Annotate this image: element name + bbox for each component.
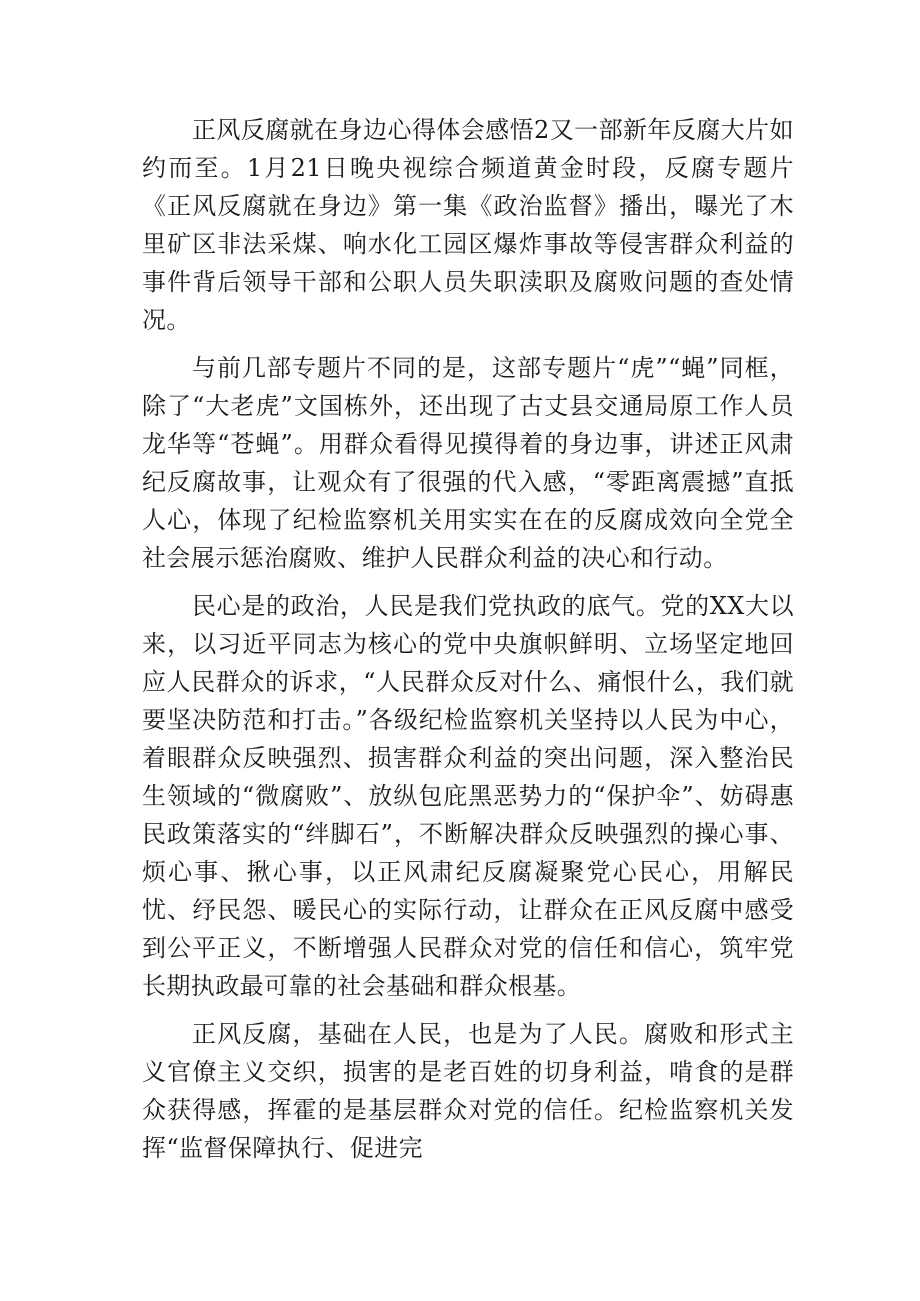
paragraph-4: 正风反腐，基础在人民，也是为了人民。腐败和形式主义官僚主义交织，损害的是老百姓的切身利益，啃食的是群众获得感，挥霍的是基层群众对党的信任。纪检监察机关发挥“监督保障执行、促进完: [142, 1020, 794, 1162]
paragraph-3: 民心是的政治，人民是我们党执政的底气。党的XX大以来，以习近平同志为核心的党中央旗帜鲜明、立场坚定地回应人民群众的诉求，“人民群众反对什么、痛恨什么，我们就要坚决防范和打击。”各级纪检监察机关坚持以人民为中心，着眼群众反映强烈、损害群众利益的突出问题，深入整治民生领域的“微腐败”、放纵包庇黑恶势力的“保护伞”、妨碍惠民政策落实的“绊脚石”，不断解决群众反映强烈的操心事、烦心事、揪心事，以正风肃纪反腐凝聚党心民心，用解民忧、纾民怨、暖民心的实际行动，让群众在正风反腐中感受到公平正义，不断增强人民群众对党的信任和信心，筑牢党长期执政最可靠的社会基础和群众根基。: [142, 592, 794, 1000]
paragraph-2: 与前几部专题片不同的是，这部专题片“虎”“蝇”同框，除了“大老虎”文国栋外，还出现了古丈县交通局原工作人员龙华等“苍蝇”。用群众看得见摸得着的身边事，讲述正风肃纪反腐故事，让观众有了很强的代入感，“零距离震撼”直抵人心，体现了纪检监察机关用实实在在的反腐成效向全党全社会展示惩治腐败、维护人民群众利益的决心和行动。: [142, 354, 794, 572]
paragraph-1: 正风反腐就在身边心得体会感悟2又一部新年反腐大片如约而至。1月21日晚央视综合频道黄金时段，反腐专题片《正风反腐就在身边》第一集《政治监督》播出，曝光了木里矿区非法采煤、响水化工园区爆炸事故等侵害群众利益的事件背后领导干部和公职人员失职渎职及腐败问题的查处情况。: [142, 116, 794, 334]
document-body: [142, 111, 794, 1177]
